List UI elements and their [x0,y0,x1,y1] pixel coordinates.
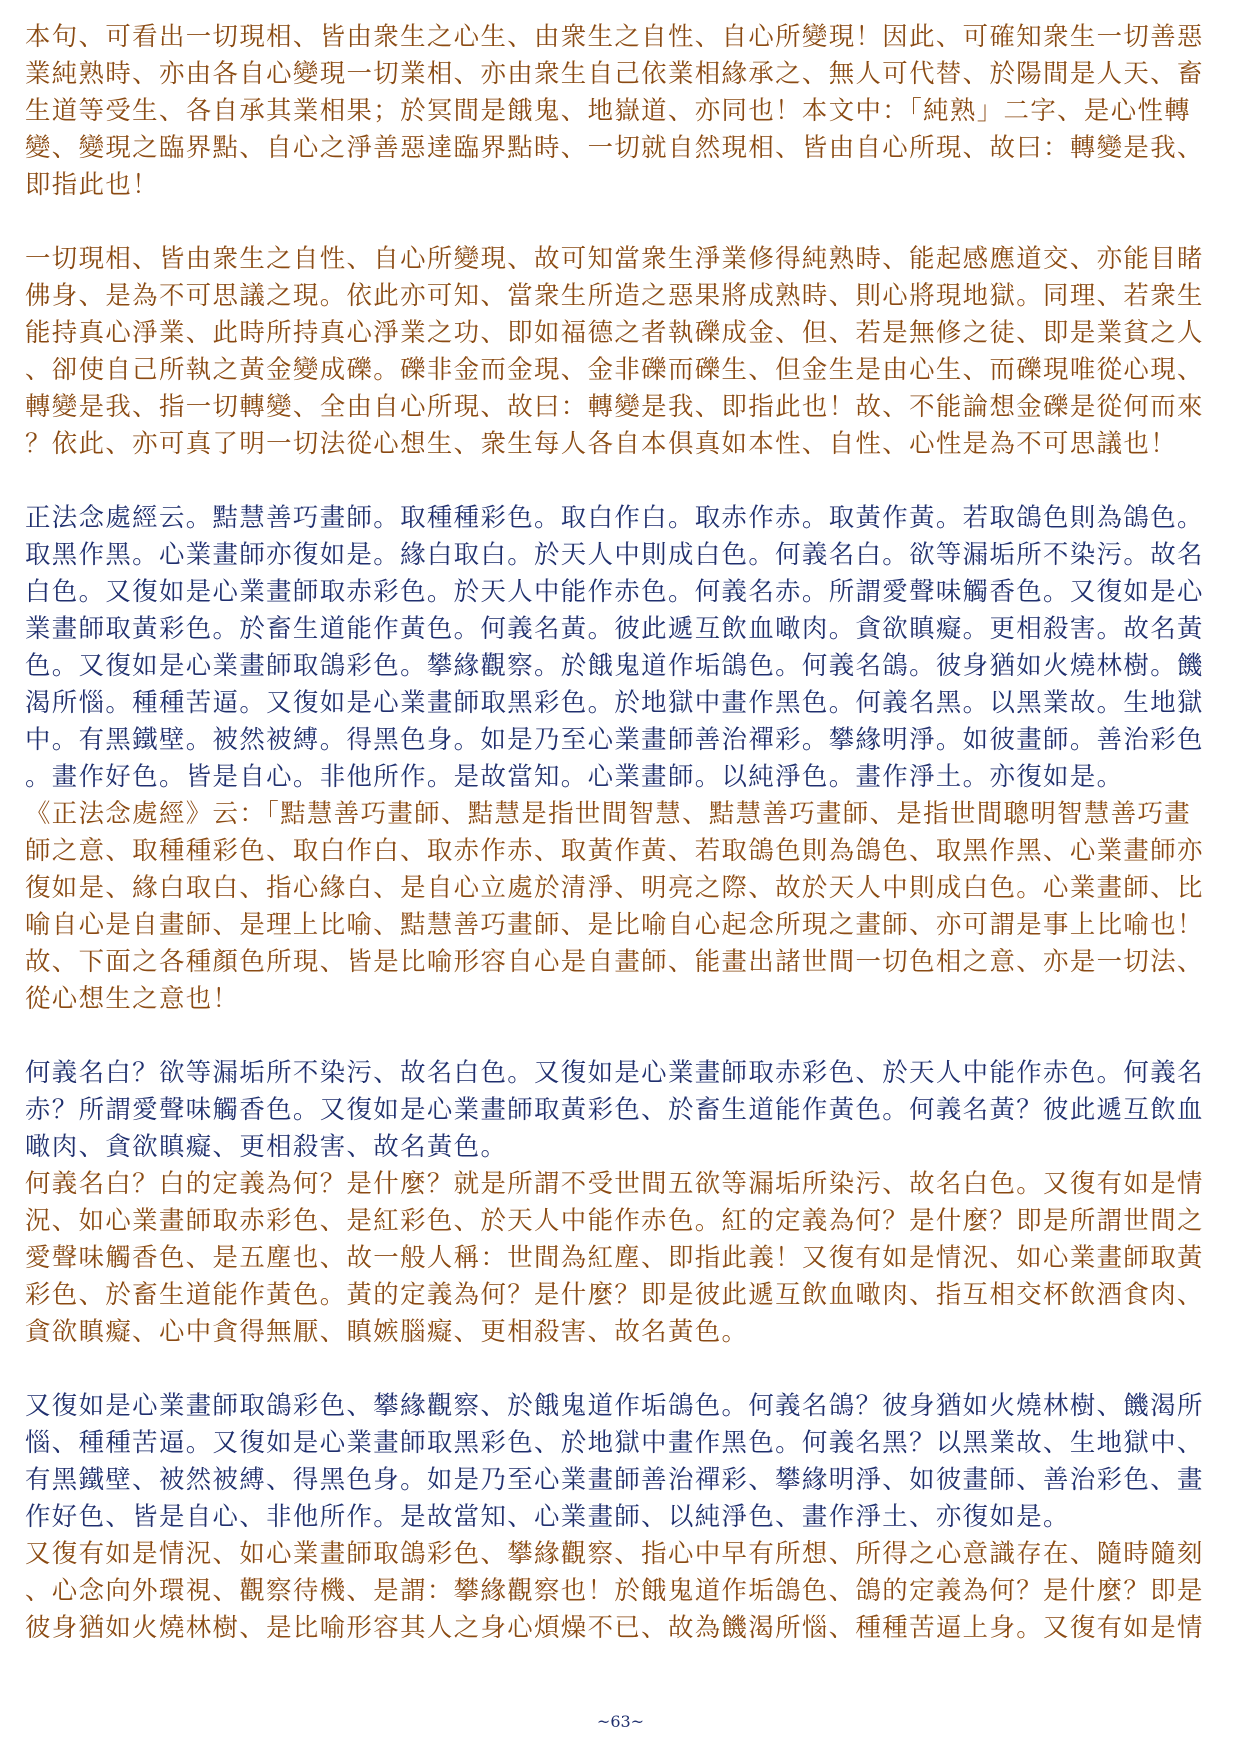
text-line: 生道等受生、各自承其業相果；於冥間是餓鬼、地嶽道、亦同也！本文中：「純熟」二字、是心性轉 [25,95,1192,125]
paragraph-3-sutra-quote [25,499,1217,795]
text-line: 能持真心淨業、此時所持真心淨業之功、即如福德之者執礫成金、但、若是無修之徒、即是業貧之人 [25,317,1204,347]
text-line: 變、變現之臨界點、自心之淨善惡達臨界點時、一切就自然現相、皆由自心所現、故曰：轉變是我、 [25,132,1204,162]
text-line: 噉肉、貪欲瞋癡、更相殺害、故名黃色。 [25,1131,508,1161]
text-line: 彩色、於畜生道能作黃色。黃的定義為何？是什麼？即是彼此遞互飲血噉肉、指互相交杯飲酒食肉、 [25,1279,1204,1309]
text-line: 何義名白？欲等漏垢所不染污、故名白色。又復如是心業畫師取赤彩色、於天人中能作赤色。何義名 [25,1057,1204,1087]
text-line: 一切現相、皆由衆生之自性、自心所變現、故可知當衆生淨業修得純熟時、能起感應道交、亦能目睹 [25,243,1204,273]
text-line: 色。又復如是心業畫師取鴿彩色。攀緣觀察。於餓鬼道作垢鴿色。何義名鴿。彼身猶如火燒林樹。饑 [25,650,1204,680]
text-line: 業純熟時、亦由各自心變現一切業相、亦由衆生自己依業相緣承之、無人可代替、於陽間是人天、畜 [25,58,1204,88]
text-line: 有黑鐵壁、被然被縛、得黑色身。如是乃至心業畫師善治禪彩、攀緣明淨、如彼畫師、善治彩色、畫 [25,1464,1204,1494]
paragraph-1 [25,18,1217,203]
paragraph-gap [25,1350,1217,1387]
text-line: 惱、種種苦逼。又復如是心業畫師取黑彩色、於地獄中畫作黑色。何義名黑？以黑業故、生地獄中、 [25,1427,1204,1457]
paragraph-6-commentary [25,1165,1217,1350]
text-line: 取黑作黑。心業畫師亦復如是。緣白取白。於天人中則成白色。何義名白。欲等漏垢所不染污。故名 [25,539,1204,569]
paragraph-7-sutra-quote [25,1387,1217,1535]
text-line: 復如是、緣白取白、指心緣白、是自心立處於清淨、明亮之際、故於天人中則成白色。心業畫師、比 [25,872,1204,902]
text-line: 師之意、取種種彩色、取白作白、取赤作赤、取黃作黃、若取鴿色則為鴿色、取黑作黑、心業畫師亦 [25,835,1204,865]
document-page [25,18,1217,1646]
text-line: 本句、可看出一切現相、皆由衆生之心生、由衆生之自性、自心所變現！因此、可確知衆生一切善惡 [25,21,1204,51]
paragraph-gap [25,203,1217,240]
text-line: 又復如是心業畫師取鴿彩色、攀緣觀察、於餓鬼道作垢鴿色。何義名鴿？彼身猶如火燒林樹、饑渴所 [25,1390,1204,1420]
text-line: 、卻使自己所執之黃金變成礫。礫非金而金現、金非礫而礫生、但金生是由心生、而礫現唯從心現、 [25,354,1204,384]
text-line: 轉變是我、指一切轉變、全由自心所現、故曰：轉變是我、即指此也！故、不能論想金礫是從何而來 [25,391,1204,421]
paragraph-8-commentary [25,1535,1217,1646]
text-line: 即指此也！ [25,169,159,199]
text-line: 白色。又復如是心業畫師取赤彩色。於天人中能作赤色。何義名赤。所謂愛聲味觸香色。又復如是心 [25,576,1204,606]
text-line: 喻自心是自畫師、是理上比喻、黠慧善巧畫師、是比喻自心起念所現之畫師、亦可謂是事上比喻也！ [25,909,1204,939]
text-line: 、心念向外環視、觀察待機、是謂：攀緣觀察也！於餓鬼道作垢鴿色、鴿的定義為何？是什麼？即是 [25,1575,1204,1605]
text-line: 《正法念處經》云：「黠慧善巧畫師、黠慧是指世間智慧、黠慧善巧畫師、是指世間聰明智慧善巧畫 [25,798,1192,828]
text-line: 佛身、是為不可思議之現。依此亦可知、當衆生所造之惡果將成熟時、則心將現地獄。同理、若衆生 [25,280,1204,310]
text-line: 彼身猶如火燒林樹、是比喻形容其人之身心煩燥不已、故為饑渴所惱、種種苦逼上身。又復有如是情 [25,1612,1204,1642]
text-line: 渴所惱。種種苦逼。又復如是心業畫師取黑彩色。於地獄中畫作黑色。何義名黑。以黑業故。生地獄 [25,687,1204,717]
text-line: 故、下面之各種顏色所現、皆是比喻形容自心是自畫師、能畫出諸世間一切色相之意、亦是一切法、 [25,946,1204,976]
text-line: 況、如心業畫師取赤彩色、是紅彩色、於天人中能作赤色。紅的定義為何？是什麼？即是所謂世間之 [25,1205,1204,1235]
text-line: ？依此、亦可真了明一切法從心想生、衆生每人各自本俱真如本性、自性、心性是為不可思議也！ [25,428,1177,458]
text-line: 。畫作好色。皆是自心。非他所作。是故當知。心業畫師。以純淨色。畫作淨土。亦復如是。 [25,761,1124,791]
paragraph-2 [25,240,1217,462]
text-line: 愛聲味觸香色、是五塵也、故一般人稱：世間為紅塵、即指此義！又復有如是情況、如心業畫師取黃 [25,1242,1204,1272]
text-line: 何義名白？白的定義為何？是什麼？就是所謂不受世間五欲等漏垢所染污、故名白色。又復有如是情 [25,1168,1204,1198]
text-line: 中。有黑鐵壁。被然被縛。得黑色身。如是乃至心業畫師善治禪彩。攀緣明淨。如彼畫師。善治彩色 [25,724,1204,754]
text-line: 從心想生之意也！ [25,983,240,1013]
text-line: 貪欲瞋癡、心中貪得無厭、瞋嫉腦癡、更相殺害、故名黃色。 [25,1316,749,1346]
text-line: 業畫師取黃彩色。於畜生道能作黃色。何義名黃。彼此遞互飲血噉肉。貪欲瞋癡。更相殺害。故名黃 [25,613,1204,643]
text-line: 正法念處經云。黠慧善巧畫師。取種種彩色。取白作白。取赤作赤。取黃作黃。若取鴿色則為鴿色。 [25,502,1204,532]
paragraph-5-sutra-quote [25,1054,1217,1165]
text-line: 又復有如是情況、如心業畫師取鴿彩色、攀緣觀察、指心中早有所想、所得之心意識存在、隨時隨刻 [25,1538,1204,1568]
page-number: ~63~ [596,1712,645,1731]
paragraph-gap [25,1017,1217,1054]
paragraph-gap [25,462,1217,499]
text-line: 赤？所謂愛聲味觸香色。又復如是心業畫師取黃彩色、於畜生道能作黃色。何義名黃？彼此遞互飲血 [25,1094,1204,1124]
paragraph-4-commentary [25,795,1217,1017]
text-line: 作好色、皆是自心、非他所作。是故當知、心業畫師、以純淨色、畫作淨土、亦復如是。 [25,1501,1070,1531]
